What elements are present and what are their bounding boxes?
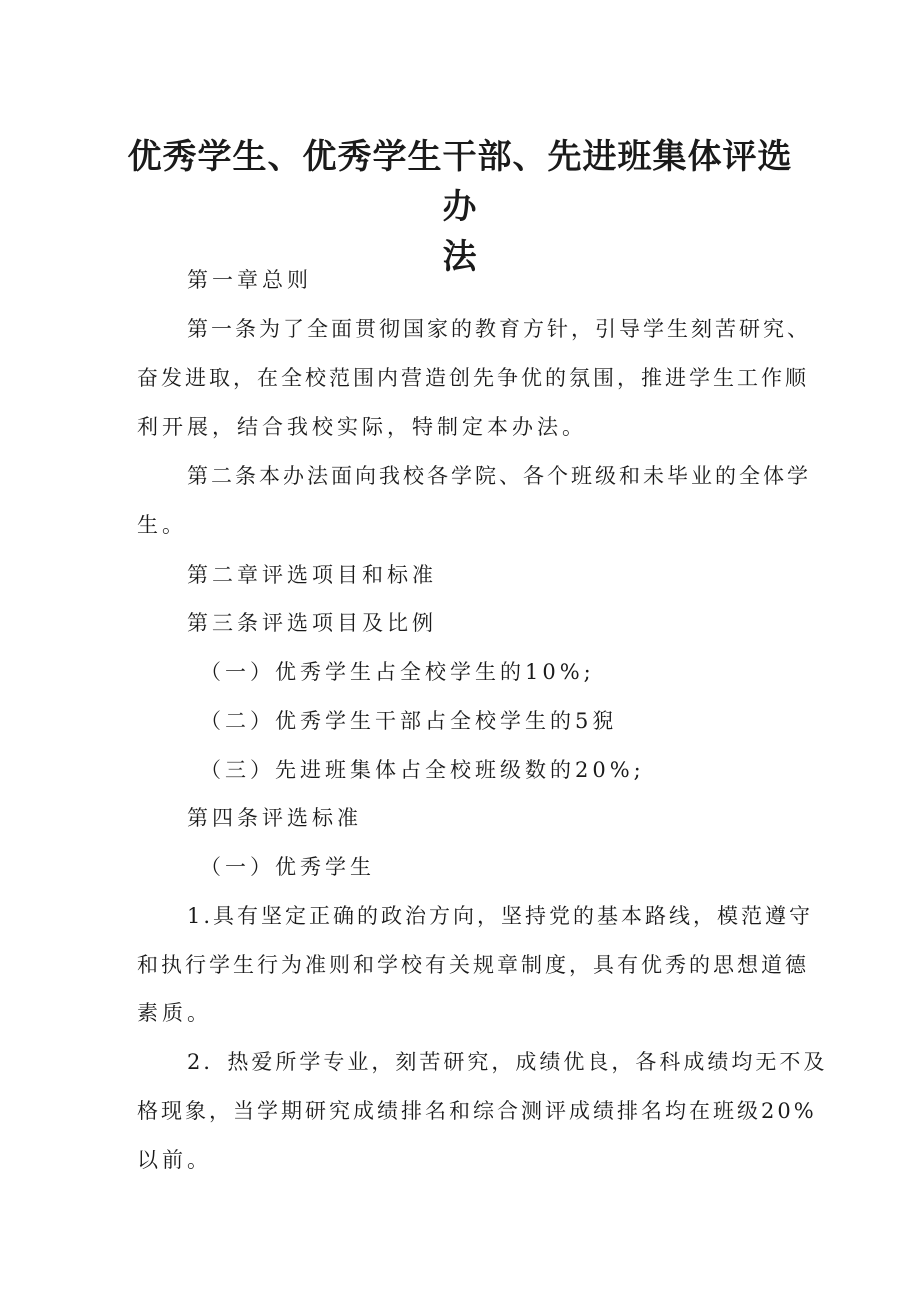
document-title [120,132,800,282]
list-item: （一）优秀学生占全校学生的10%; [200,660,595,684]
paragraph-line: 格现象，当学期研究成绩排名和综合测评成绩排名均在班级20% [137,1099,817,1123]
paragraph-line: 以前。 [137,1148,212,1172]
paragraph-line: 第一条为了全面贯彻国家的教育方针，引导学生刻苦研究、 [187,317,811,341]
article-heading: 第三条评选项目及比例 [187,611,437,635]
paragraph-line: 第二条本办法面向我校各学院、各个班级和未毕业的全体学 [187,464,811,488]
title-line-1: 优秀学生、优秀学生干部、先进班集体评选办 [127,137,793,227]
paragraph-line: 和执行学生行为准则和学校有关规章制度，具有优秀的思想道德 [137,953,809,977]
section-heading: （一）优秀学生 [200,855,375,879]
paragraph-line: 1.具有坚定正确的政治方向，坚持党的基本路线，模范遵守 [187,904,814,928]
paragraph-line: 素质。 [137,1001,212,1025]
chapter-heading: 第二章评选项目和标准 [187,563,437,587]
list-item: （三）先进班集体占全校班级数的20%; [200,758,645,782]
paragraph-line: 生。 [137,513,187,537]
paragraph-line: 2．热爱所学专业，刻苦研究，成绩优良，各科成绩均无不及 [187,1050,828,1074]
paragraph-line: 奋发进取，在全校范围内营造创先争优的氛围，推进学生工作顺 [137,366,809,390]
title-line-2: 法 [442,237,478,277]
chapter-heading: 第一章总则 [187,268,312,292]
paragraph-line: 利开展，结合我校实际，特制定本办法。 [137,415,587,439]
article-heading: 第四条评选标准 [187,806,362,830]
list-item: （二）优秀学生干部占全校学生的5猊 [200,709,618,733]
